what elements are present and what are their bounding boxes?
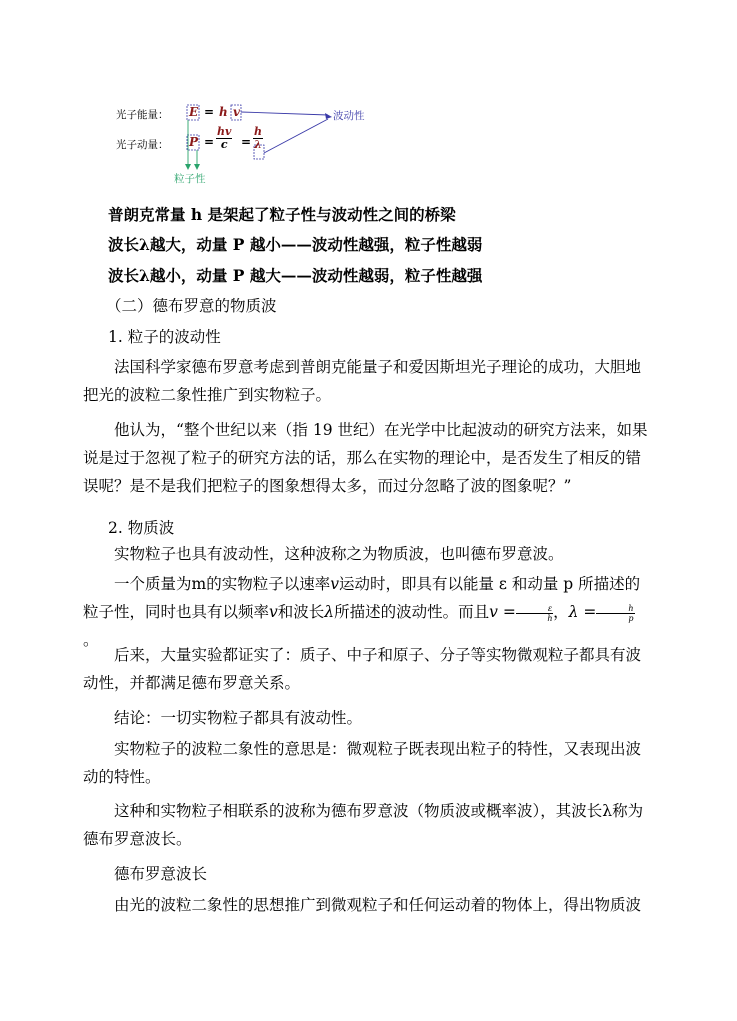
momentum-symbol: P [189,135,199,149]
eq2-fraction: $\frac{h}{p}$ [596,604,634,623]
para-10 [83,891,649,919]
para-3-text: 实物粒子也具有波动性，这种波称之为物质波，也叫德布罗意波。 [114,545,564,563]
equals-sign-1: = [204,105,215,119]
para-9 [83,860,649,888]
item2-title: 2. 物质波 [108,519,175,537]
photon-energy-label: 光子能量： [116,109,169,121]
para-6-text: 结论：一切实物粒子都具有波动性。 [114,709,363,727]
para-10-text: 由光的波粒二象性的思想推广到微观粒子和任何运动着的物体上，得出物质波 [114,896,642,914]
summary-line-1: 普朗克常量 h 是架起了粒子性与波动性之间的桥梁 [108,205,456,224]
h-over-lambda: $\frac{h}{\lambda}$ [254,125,262,151]
item1-title: 1. 粒子的波动性 [108,328,221,346]
eq2-lhs: λ = [568,603,597,621]
photon-momentum-label: 光子动量： [116,139,169,151]
frequency-symbol: v [233,105,240,119]
photon-diagram [100,88,400,188]
para-7 [83,735,649,791]
para-8 [83,797,649,853]
para-2-text: 他认为，“整个世纪以来（指 19 世纪）在光学中比起波动的研究方法来，如果说是过于忽视了粒子的研究方法的话，那么在实物的理论中，是否发生了相反的错误呢？是不是我们把粒子的图象想得太多，而过分忽略了波的图象呢？” [83,421,648,495]
para-8-text: 这种和实物粒子相联系的波称为德布罗意波（物质波或概率波），其波长λ称为德布罗意波长。 [83,802,644,848]
para-3 [83,540,649,568]
para-5-text: 后来，大量实验都证实了：质子、中子和原子、分子等实物微观粒子都具有波动性，并都满足德布罗意关系。 [83,646,642,692]
summary-line-3: 波长λ越小，动量 P 越大——波动性越弱，粒子性越强 [108,266,483,285]
para-4-text: 一个质量为m的实物粒子以速率v运动时，即具有以能量 ε 和动量 p 所描述的粒子性，同时也具有以频率v和波长λ所描述的波动性。而且v = $\frac{\varepsilon}{h}$ ，λ = $\frac{h}{p}$ 。 [83,575,641,649]
eq1-fraction: $\frac{\varepsilon}{h}$ [516,604,553,623]
para-5 [83,641,649,697]
wave-nature-label: 波动性 [333,110,365,122]
equals-sign-3: = [241,135,252,149]
summary-line-2: 波长λ越大，动量 P 越小——波动性越强，粒子性越弱 [108,235,483,254]
hv-over-c: $\frac{hv}{c}$ [217,125,232,151]
para-6 [83,704,649,732]
para-7-text: 实物粒子的波粒二象性的意思是：微观粒子既表现出粒子的特性，又表现出波动的特性。 [83,740,642,786]
para-9-text: 德布罗意波长 [114,865,208,883]
para-1-text: 法国科学家德布罗意考虑到普朗克能量子和爱因斯坦光子理论的成功，大胆地把光的波粒二象性推广到实物粒子。 [83,358,642,404]
para-1 [83,353,649,409]
eq1-lhs: v = [489,603,516,621]
para-2 [83,416,649,500]
section-title: （二）德布罗意的物质波 [106,297,277,315]
particle-nature-label: 粒子性 [174,173,206,185]
planck-h-1: h [219,105,228,119]
equals-sign-2: = [204,135,215,149]
energy-symbol: E [189,105,199,119]
